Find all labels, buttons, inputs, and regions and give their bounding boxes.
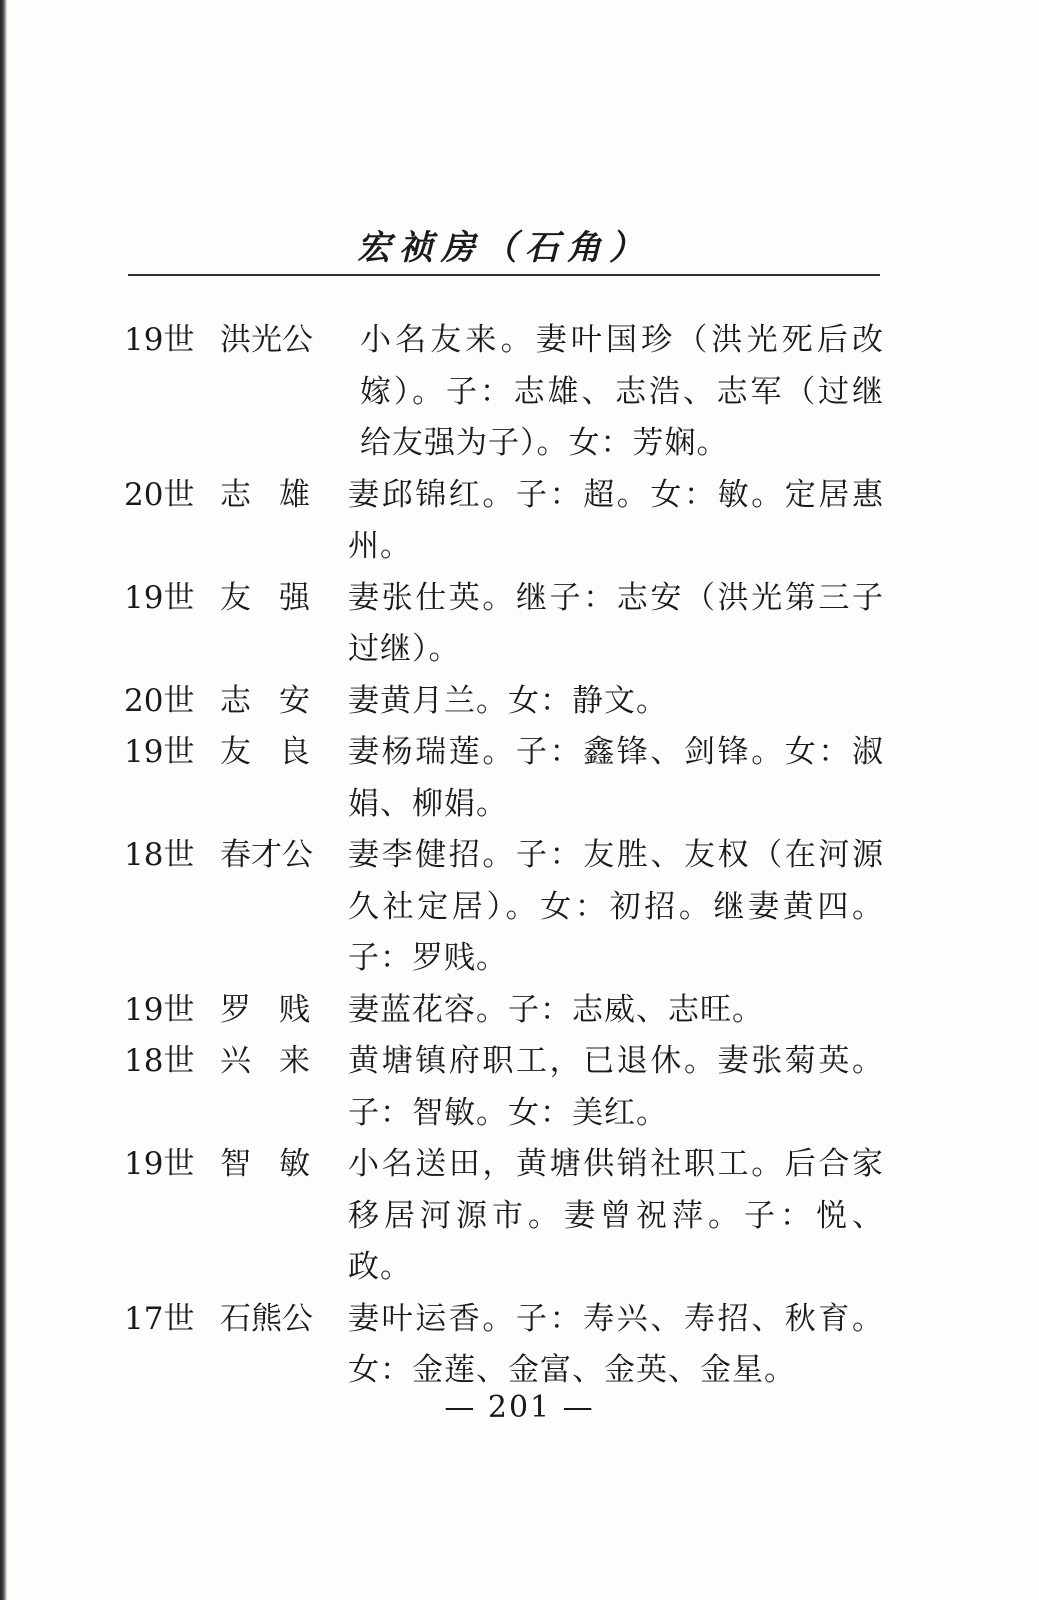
entry-text: 小名友来。妻叶国珍（洪光死后改嫁）。子：志雄、志浩、志军（过继给友强为子）。女：芳娴。	[360, 322, 884, 461]
entry-name: 兴来	[220, 1043, 338, 1079]
entry-generation: 19世	[124, 322, 195, 358]
entry-generation: 20世	[124, 682, 195, 719]
entry-generation: 19世	[124, 579, 195, 616]
entry-name: 志安	[220, 682, 338, 719]
entry-text: 妻叶运香。子：寿兴、寿招、秋育。女：金莲、金富、金英、金星。	[348, 1300, 884, 1388]
entry-row	[124, 1294, 884, 1397]
page-header	[128, 214, 880, 276]
entry-text: 妻李健招。子：友胜、友权（在河源久社定居）。女：初招。继妻黄四。子：罗贱。	[348, 837, 884, 976]
page-edge-shadow	[0, 0, 7, 1600]
entry-text: 妻张仕英。继子：志安（洪光第三子过继）。	[348, 579, 884, 667]
entry-text: 妻邱锦红。子：超。女：敏。定居惠州。	[348, 476, 884, 564]
entry-row	[124, 830, 884, 985]
entry-text: 妻黄月兰。女：静文。	[348, 682, 668, 719]
entry-generation: 17世	[124, 1300, 195, 1337]
entry-name: 春才公	[220, 837, 313, 873]
entry-name: 罗贱	[220, 991, 338, 1028]
entry-name: 智敏	[220, 1146, 338, 1182]
entry-text: 小名送田，黄塘供销社职工。后合家移居河源市。妻曾祝萍。子：悦、政。	[348, 1146, 884, 1285]
entry-name: 友强	[220, 579, 338, 616]
entry-text: 黄塘镇府职工，已退休。妻张菊英。子：智敏。女：美红。	[348, 1043, 884, 1131]
page-number: — 201 —	[444, 1390, 595, 1425]
entry-row	[124, 676, 884, 728]
entry-generation: 20世	[124, 476, 195, 513]
entry-text: 妻杨瑞莲。子：鑫锋、剑锋。女：淑娟、柳娟。	[348, 734, 884, 822]
genealogy-entries	[124, 315, 884, 1397]
entry-row	[124, 470, 884, 573]
entry-row	[124, 573, 884, 676]
entry-generation: 18世	[124, 1043, 195, 1079]
entry-row	[124, 985, 884, 1037]
entry-row	[124, 315, 884, 470]
entry-generation: 18世	[124, 837, 195, 873]
entry-name: 石熊公	[220, 1300, 313, 1337]
entry-generation: 19世	[124, 991, 195, 1028]
entry-row	[124, 1036, 884, 1139]
entry-generation: 19世	[124, 1146, 195, 1182]
entry-row	[124, 727, 884, 830]
entry-row	[124, 1139, 884, 1294]
entry-name: 洪光公	[220, 322, 313, 358]
entry-text: 妻蓝花容。子：志威、志旺。	[348, 991, 764, 1028]
header-title: 宏祯房（石角）	[357, 228, 651, 268]
entry-name: 志雄	[220, 476, 338, 513]
entry-name: 友良	[220, 734, 338, 770]
entry-generation: 19世	[124, 734, 195, 770]
